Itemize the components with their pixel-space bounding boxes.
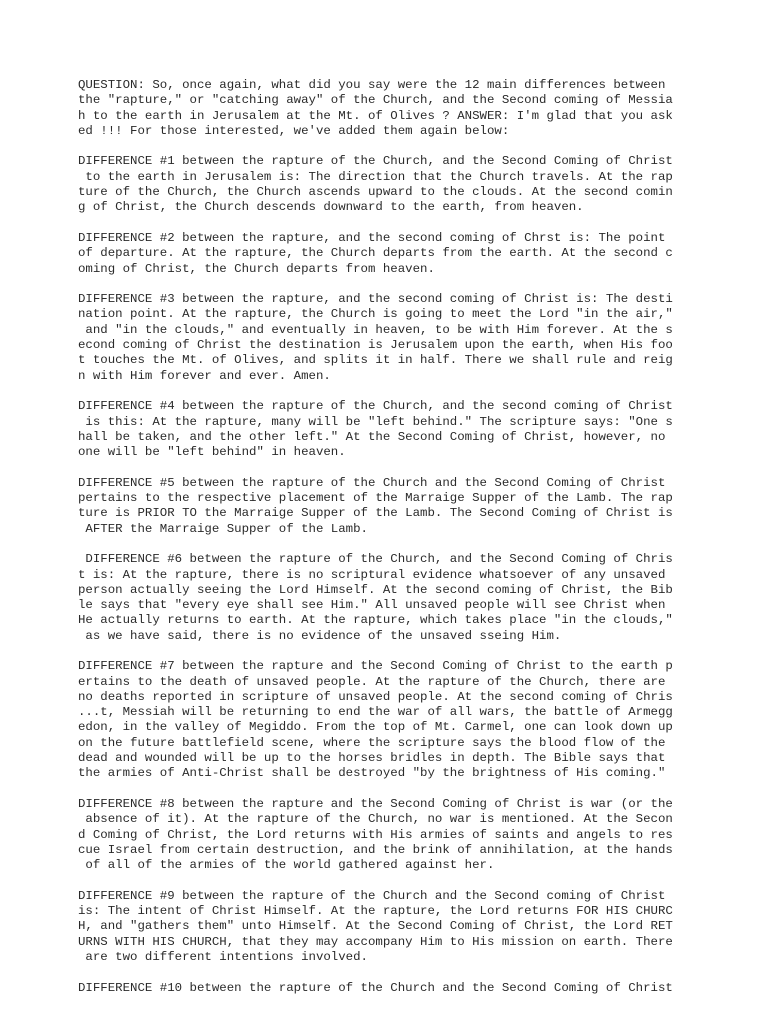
difference-paragraph xyxy=(78,292,718,384)
text-line: He actually returns to earth. At the rapture, which takes place "in the clouds," xyxy=(78,613,673,628)
text-line: DIFFERENCE #4 between the rapture of the Church, and the second coming of Christ xyxy=(78,399,673,414)
text-line: hall be taken, and the other left." At the Second Coming of Christ, however, no xyxy=(78,429,666,444)
difference-paragraph xyxy=(78,797,718,873)
text-line: ture is PRIOR TO the Marraige Supper of the Lamb. The Second Coming of Christ is xyxy=(78,506,673,521)
text-line: AFTER the Marraige Supper of the Lamb. xyxy=(78,521,368,536)
text-line: g of Christ, the Church descends downward to the earth, from heaven. xyxy=(78,200,584,215)
text-line: DIFFERENCE #6 between the rapture of the Church, and the Second Coming of Chris xyxy=(78,552,673,567)
text-line: d Coming of Christ, the Lord returns with His armies of saints and angels to res xyxy=(78,827,673,842)
text-line: of all of the armies of the world gathered against her. xyxy=(78,858,495,873)
text-line: oming of Christ, the Church departs from heaven. xyxy=(78,261,435,276)
difference-paragraph xyxy=(78,889,718,965)
text-line: one will be "left behind" in heaven. xyxy=(78,445,346,460)
text-line: cue Israel from certain destruction, and the brink of annihilation, at the hands xyxy=(78,842,673,857)
text-line: DIFFERENCE #5 between the rapture of the Church and the Second Coming of Christ xyxy=(78,475,666,490)
text-line: person actually seeing the Lord Himself. At the second coming of Christ, the Bib xyxy=(78,582,673,597)
difference-paragraph xyxy=(78,476,718,537)
text-line: pertains to the respective placement of the Marraige Supper of the Lamb. The rap xyxy=(78,491,673,506)
text-line: URNS WITH HIS CHURCH, that they may accompany Him to His mission on earth. There xyxy=(78,934,673,949)
text-line: dead and wounded will be up to the horses bridles in depth. The Bible says that xyxy=(78,751,666,766)
text-line: DIFFERENCE #8 between the rapture and the Second Coming of Christ is war (or the xyxy=(78,796,673,811)
difference-paragraph xyxy=(78,399,718,460)
difference-paragraph xyxy=(78,154,718,215)
text-line: DIFFERENCE #3 between the rapture, and the second coming of Christ is: The desti xyxy=(78,292,673,307)
text-line: ed !!! For those interested, we've added them again below: xyxy=(78,123,510,138)
text-line: ertains to the death of unsaved people. At the rapture of the Church, there are xyxy=(78,674,666,689)
text-line: absence of it). At the rapture of the Church, no war is mentioned. At the Secon xyxy=(78,812,673,827)
text-line: the armies of Anti-Christ shall be destroyed "by the brightness of His coming." xyxy=(78,766,666,781)
text-line: no deaths reported in scripture of unsaved people. At the second coming of Chris xyxy=(78,689,673,704)
document-text xyxy=(78,78,718,1011)
question-paragraph xyxy=(78,78,718,139)
difference-paragraph xyxy=(78,231,718,277)
text-line: as we have said, there is no evidence of the unsaved sseing Him. xyxy=(78,628,562,643)
text-line: are two different intentions involved. xyxy=(78,949,368,964)
text-line: t is: At the rapture, there is no scriptural evidence whatsoever of any unsaved xyxy=(78,567,666,582)
difference-paragraph xyxy=(78,659,718,781)
text-line: on the future battlefield scene, where the scripture says the blood flow of the xyxy=(78,735,666,750)
text-line: DIFFERENCE #1 between the rapture of the Church, and the Second Coming of Christ xyxy=(78,154,673,169)
text-line: ...t, Messiah will be returning to end the war of all wars, the battle of Armegg xyxy=(78,705,673,720)
text-line: econd coming of Christ the destination is Jerusalem upon the earth, when His foo xyxy=(78,338,673,353)
text-line: edon, in the valley of Megiddo. From the top of Mt. Carmel, one can look down up xyxy=(78,720,673,735)
text-line: DIFFERENCE #9 between the rapture of the Church and the Second coming of Christ xyxy=(78,888,666,903)
text-line: n with Him forever and ever. Amen. xyxy=(78,368,331,383)
text-line: is: The intent of Christ Himself. At the rapture, the Lord returns FOR HIS CHURC xyxy=(78,904,673,919)
difference-paragraph xyxy=(78,552,718,644)
text-line: is this: At the rapture, many will be "left behind." The scripture says: "One s xyxy=(78,414,673,429)
text-line: the "rapture," or "catching away" of the Church, and the Second coming of Messia xyxy=(78,93,673,108)
text-line: of departure. At the rapture, the Church departs from the earth. At the second c xyxy=(78,246,673,261)
text-line: QUESTION: So, once again, what did you say were the 12 main differences between xyxy=(78,78,666,92)
difference-paragraph xyxy=(78,981,718,996)
text-line: H, and "gathers them" unto Himself. At the Second Coming of Christ, the Lord RET xyxy=(78,919,673,934)
text-line: t touches the Mt. of Olives, and splits it in half. There we shall rule and reig xyxy=(78,353,673,368)
text-line: DIFFERENCE #10 between the rapture of the Church and the Second Coming of Christ xyxy=(78,980,673,995)
text-line: to the earth in Jerusalem is: The direction that the Church travels. At the rap xyxy=(78,169,673,184)
text-line: DIFFERENCE #2 between the rapture, and the second coming of Chrst is: The point xyxy=(78,230,666,245)
text-line: ture of the Church, the Church ascends upward to the clouds. At the second comin xyxy=(78,185,673,200)
text-line: le says that "every eye shall see Him." All unsaved people will see Christ when xyxy=(78,598,666,613)
text-line: and "in the clouds," and eventually in heaven, to be with Him forever. At the s xyxy=(78,322,673,337)
text-line: DIFFERENCE #7 between the rapture and the Second Coming of Christ to the earth p xyxy=(78,659,673,674)
text-line: nation point. At the rapture, the Church is going to meet the Lord "in the air," xyxy=(78,307,673,322)
text-line: h to the earth in Jerusalem at the Mt. of Olives ? ANSWER: I'm glad that you ask xyxy=(78,108,673,123)
